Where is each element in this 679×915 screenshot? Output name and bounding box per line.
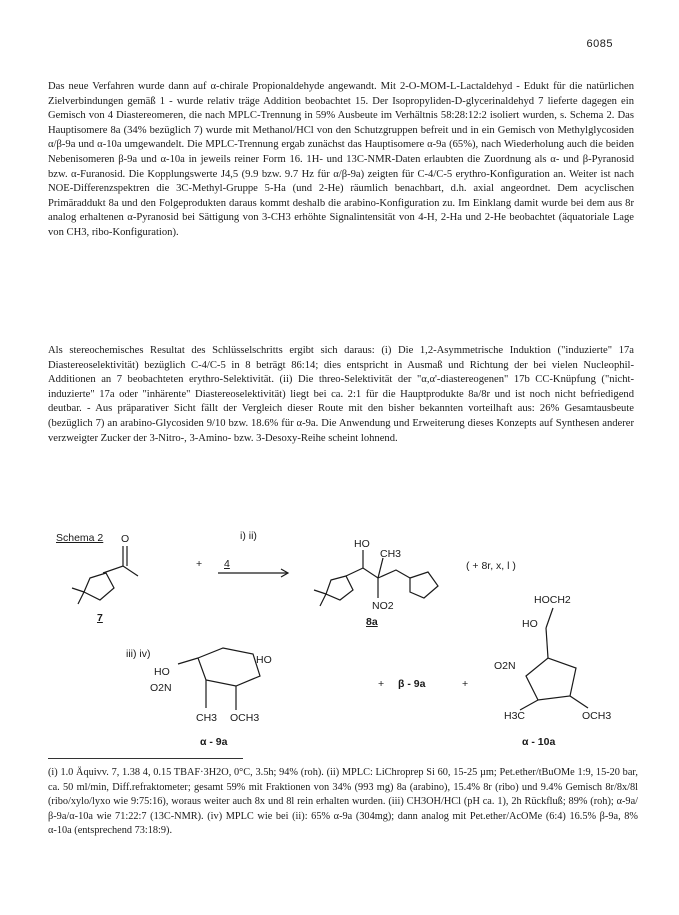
atom-label-ho-9a: HO <box>154 666 170 678</box>
compound-7-label: 7 <box>97 612 103 624</box>
atom-label-o2n-10a: O2N <box>494 660 516 672</box>
atom-label-ho-8a: HO <box>354 538 370 550</box>
atom-label-ch3-8a: CH3 <box>380 548 402 560</box>
atom-label-ch3-9a: CH3 <box>196 712 218 724</box>
step-2-reagents: iii) iv) <box>126 648 151 660</box>
compound-alpha-9a-label: α - 9a <box>200 736 228 748</box>
footnote-text: (i) 1.0 Äquivv. 7, 1.38 4, 0.15 TBAF·3H2O, 0°C, 3.5h; 94% (roh). (ii) MPLC: LiChroprep Si 60, 15-25 µm; Pet.ether/tBuOMe 1:9, 15-20 bar, ca. 50 ml/min, Diff.refraktometer; gesamt 59% mit Fraktionen von 34% (993 mg) 8a (arabino), 15.4% 8r (ribo) und 9.4% Gemisch 8r/8x/8l (ribo/xylo/lyxo wie 9:75:16), woraus weiter auch 8x und 8l rein erhalten wurden. (iii) CH3OH/HCl (pH ca. 1), 2h Rückfluß; 89% (roh); α-9a/β-9a/α-10a wie 71:22:7 (13C-NMR). (iv) MPLC wie bei (ii): 65% α-9a (304mg); dann analog mit Pet.ether/AcOMe (6:4) 16.5% β-9a, 8% α-10a (entsprechend 73:18:9). <box>48 767 638 837</box>
scheme-drawing <box>48 518 648 758</box>
atom-label-o-aldehyde: O <box>121 533 130 545</box>
paragraph-1 <box>48 80 634 241</box>
reaction-scheme <box>48 518 648 758</box>
atom-label-och3-10a: OCH3 <box>582 710 612 722</box>
compound-7-structure <box>72 546 138 604</box>
plus-sign-2: + <box>378 678 385 690</box>
paragraph-1-text: Das neue Verfahren wurde dann auf α-chirale Propionaldehyde angewandt. Mit 2-O-MOM-L-Lactaldehyd - Edukt für die natürlichen Zielverbindungen gemäß 1 - wurde relativ träge Addition beobachtet 15. Der Isopropyliden-D-glycerinaldehyd 7 lieferte dagegen ein Gemisch von 4 Diastereomeren, die nach MPLC-Trennung in 59% Ausbeute im Verhältnis 58:28:12:2 isoliert wurden, s. Schema 2. Das Hauptisomere 8a (34% bezüglich 7) wurde mit Methanol/HCl von den Schutzgruppen befreit und in ein Gemisch von Methylglycosiden α/β-9a und α-10a umgewandelt. Die MPLC-Trennung ergab zunächst das Hauptisomere α-9a (65%), nach Wiederholung auch die beiden Nebenisomeren β-9a und α-10a in jeweils reiner Form 16. 1H- und 13C-NMR-Daten erlaubten die Zuordnung als α- und β-Pyranosid bzw. α-Furanosid. Die Kopplungswerte J4,5 (9.9 bzw. 9.7 Hz für α/β-9a) zeigten für C-4/C-5 erythro-Konfiguration an. Weiter ist nach NOE-Differenzspektren die 3C-Methyl-Gruppe 5-Ha (und 2-He) räumlich benachbart, d.h. axial angeordnet. Dem acyclischen Primäraddukt 8a und den Folgeprodukten daraus kommt deshalb die arabino-Konfiguration zu. Im Einklang damit wurde bei dem aus 8r analog erhaltenen α-Pyranosid bei Sättigung von 3-CH3 erhöhte Signalintensität von 4-H, 2-Ha und 2-He beobachtet (äquatoriale Lage von CH3, ribo-Konfiguration). <box>48 81 634 238</box>
atom-label-no2-8a: NO2 <box>372 600 394 612</box>
compound-alpha-9a-structure <box>178 648 260 710</box>
side-products-label: ( + 8r, x, l ) <box>466 560 516 572</box>
plus-sign-3: + <box>462 678 469 690</box>
page-number: 6085 <box>586 38 613 50</box>
atom-label-och3-9a: OCH3 <box>230 712 260 724</box>
atom-label-h3c-10a: H3C <box>504 710 526 722</box>
compound-8a-structure <box>314 550 438 606</box>
step-1-reagents: i) ii) <box>240 530 257 542</box>
compound-alpha-10a-label: α - 10a <box>522 736 556 748</box>
paragraph-2 <box>48 344 634 446</box>
scheme-title: Schema 2 <box>56 532 104 544</box>
plus-sign-1: + <box>196 558 203 570</box>
footnote <box>48 766 638 839</box>
atom-label-ho-9a-top: HO <box>256 654 272 666</box>
footnote-divider <box>48 758 243 759</box>
reagent-4-label: 4 <box>224 558 230 570</box>
atom-label-hoch2-10a: HOCH2 <box>534 594 571 606</box>
atom-label-ho-10a: HO <box>522 618 538 630</box>
compound-beta-9a-label: β - 9a <box>398 678 426 690</box>
paragraph-2-text: Als stereochemisches Resultat des Schlüsselschritts ergibt sich daraus: (i) Die 1,2-Asymmetrische Induktion ("induzierte" 17a Diastereoselektivität) bezüglich C-4/C-5 in 8 beträgt 86:14; dies entspricht in Ausmaß und Richtung der bei vielen Nucleophil-Additionen an 7 beobachteten erythro-Selektivität. (ii) Die threo-Selektivität der "α,α'-diastereogenen" 17b CC-Knüpfung ("nicht-induzierte" 17a oder "inhärente" Diastereoselektivität) liegt bei ca. 2:1 für die Hauptprodukte 8a/8r und ist noch nicht befriedigend deutbar. - Aus präparativer Sicht fällt der Vergleich dieser Route mit den bisher bekannten vorteilhaft aus: 26% Gesamtausbeute (bezüglich 7) an arabino-Glycosiden 9/10 bzw. 18.6% für α-9a. Die Anwendung und Erweiterung dieses Konzepts auf Synthesen anderer verzweigter Zucker der 3-Nitro-, 3-Amino- bzw. 3-Desoxy-Reihe scheint lohnend. <box>48 345 634 444</box>
atom-label-o2n-9a: O2N <box>150 682 172 694</box>
compound-8a-label: 8a <box>366 616 378 628</box>
